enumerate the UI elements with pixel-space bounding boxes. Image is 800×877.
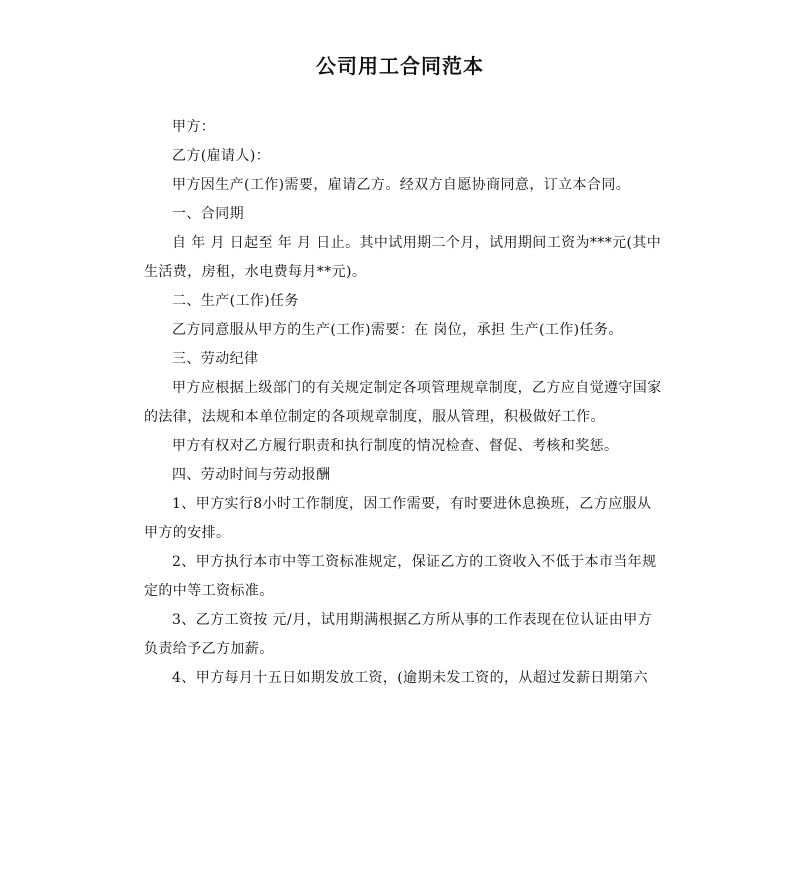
section-heading-contract-term: 一、合同期 <box>172 206 244 222</box>
paragraph-work-time-2: 2、甲方执行本市中等工资标准规定，保证乙方的工资收入不低于本市当年规定的中等工资标准。 <box>144 554 657 599</box>
paragraph-intro: 甲方因生产(工作)需要，雇请乙方。经双方自愿协商同意，订立本合同。 <box>172 177 631 193</box>
paragraph-work-time-3: 3、乙方工资按 元/月，试用期满根据乙方所从事的工作表现在位认证由甲方负责给予乙方加薪。 <box>144 612 653 657</box>
paragraph-production-task: 乙方同意服从甲方的生产(工作)需要：在 岗位，承担 生产(工作)任务。 <box>172 322 623 338</box>
paragraph-work-time-1: 1、甲方实行8小时工作制度，因工作需要，有时要进休息换班，乙方应服从甲方的安排。 <box>144 496 652 541</box>
paragraph-party-b: 乙方(雇请人)： <box>172 148 271 164</box>
paragraph-contract-term: 自 年 月 日起至 年 月 日止。其中试用期二个月，试用期间工资为***元(其中生活费，房租，水电费每月**元)。 <box>144 235 662 280</box>
paragraph-work-time-4: 4、甲方每月十五日如期发放工资，(逾期未发工资的，从超过发薪日期第六 <box>172 670 648 686</box>
section-heading-production-task: 二、生产(工作)任务 <box>172 293 299 309</box>
paragraph-party-a: 甲方： <box>172 119 216 135</box>
paragraph-labor-discipline-2: 甲方有权对乙方履行职责和执行制度的情况检查、督促、考核和奖惩。 <box>172 438 619 454</box>
section-heading-labor-discipline: 三、劳动纪律 <box>172 351 259 367</box>
document-body <box>144 113 662 693</box>
section-heading-work-time-pay: 四、劳动时间与劳动报酬 <box>172 467 331 483</box>
document-title: 公司用工合同范本 <box>316 54 484 78</box>
paragraph-labor-discipline-1: 甲方应根据上级部门的有关规定制定各项管理规章制度，乙方应自觉遵守国家的法律，法规和本单位制定的各项规章制度，服从管理，积极做好工作。 <box>144 380 662 425</box>
